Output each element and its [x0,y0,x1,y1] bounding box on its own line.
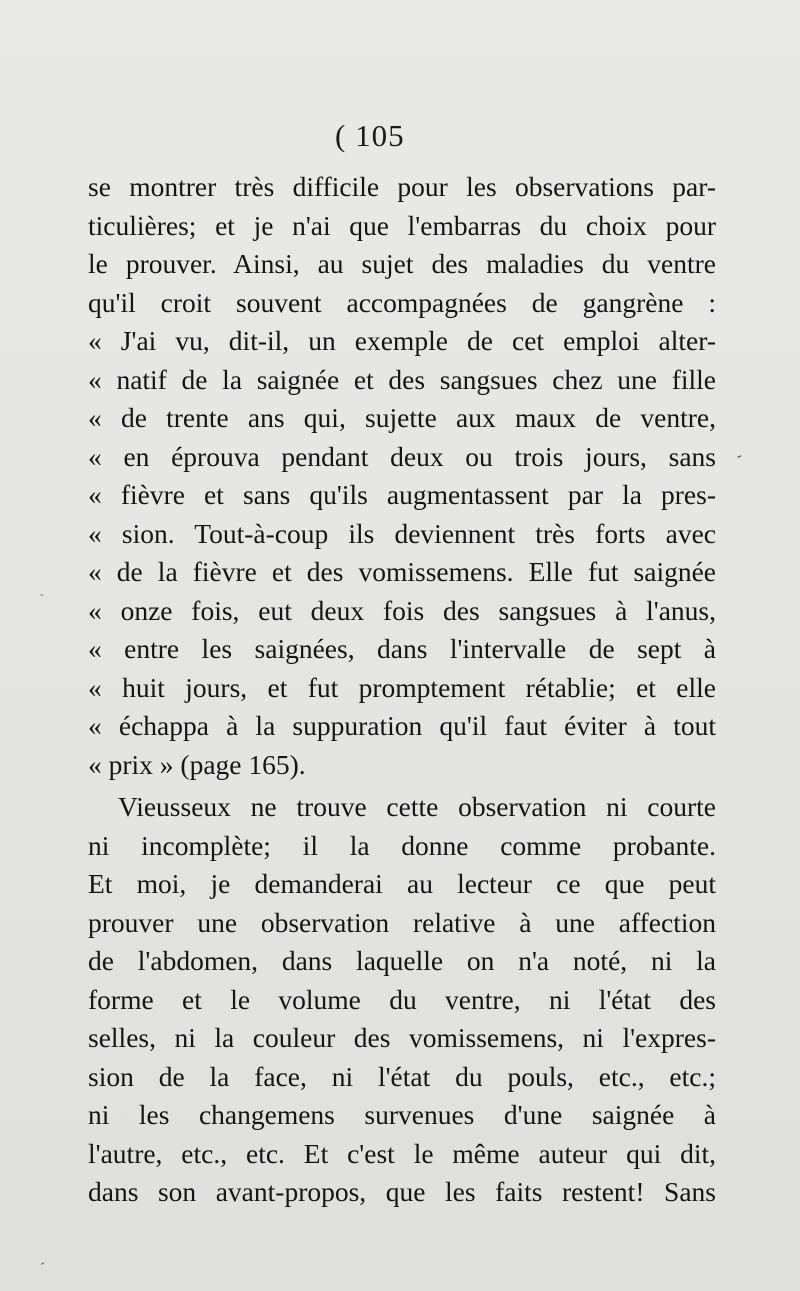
text-line: « sion. Tout-à-coup ils deviennent très forts avec [88,517,716,549]
paper-speck: ‐ [40,590,44,601]
text-line: le prouver. Ainsi, au sujet des maladies du ventre [88,248,716,279]
text-line: forme et le volume du ventre, ni l'état des [88,983,716,1015]
page-number: ( 105 [335,118,405,153]
text-line: « prix » (page 165). [88,748,306,780]
text-line: « en éprouva pendant deux ou trois jours, sans [88,440,716,472]
text-line: dans son avant-propos, que les faits restent! Sans [88,1176,716,1207]
text-line: se montrer très difficile pour les observations par- [88,171,716,202]
text-line: sion de la face, ni l'état du pouls, etc., etc.; [88,1060,716,1092]
text-line: l'autre, etc., etc. Et c'est le même auteur qui dit, [88,1137,716,1169]
text-line: Et moi, je demanderai au lecteur ce que peut [88,868,716,899]
text-line: « J'ai vu, dit-il, un exemple de cet emploi alter- [88,325,716,356]
text-line: prouver une observation relative à une affection [88,906,716,938]
text-line: de l'abdomen, dans laquelle on n'a noté, ni la [88,945,716,976]
text-line: Vieusseux ne trouve cette observation ni courte [118,791,716,822]
text-line: « de la fièvre et des vomissemens. Elle fut saignée [88,556,716,587]
text-line: selles, ni la couleur des vomissemens, ni l'expres- [88,1022,716,1053]
text-line: « onze fois, eut deux fois des sangsues à l'anus, [88,594,716,626]
text-line: « natif de la saignée et des sangsues chez une fille [88,363,716,395]
paper-speck: ‐ [36,1255,48,1271]
paper-speck: ‐ [732,445,746,466]
text-line: « huit jours, et fut promptement rétablie; et elle [88,671,716,703]
text-line: « entre les saignées, dans l'intervalle de sept à [88,633,716,664]
text-line: ni incomplète; il la donne comme probante. [88,829,716,861]
text-line: « échappa à la suppuration qu'il faut éviter à tout [88,710,716,741]
text-line: « fièvre et sans qu'ils augmentassent par la pres- [88,479,716,510]
text-line: qu'il croit souvent accompagnées de gangrène : [88,286,716,318]
text-line: ni les changemens survenues d'une saignée à [88,1099,716,1130]
text-line: ticulières; et je n'ai que l'embarras du choix pour [88,209,716,241]
text-line: « de trente ans qui, sujette aux maux de ventre, [88,402,716,433]
